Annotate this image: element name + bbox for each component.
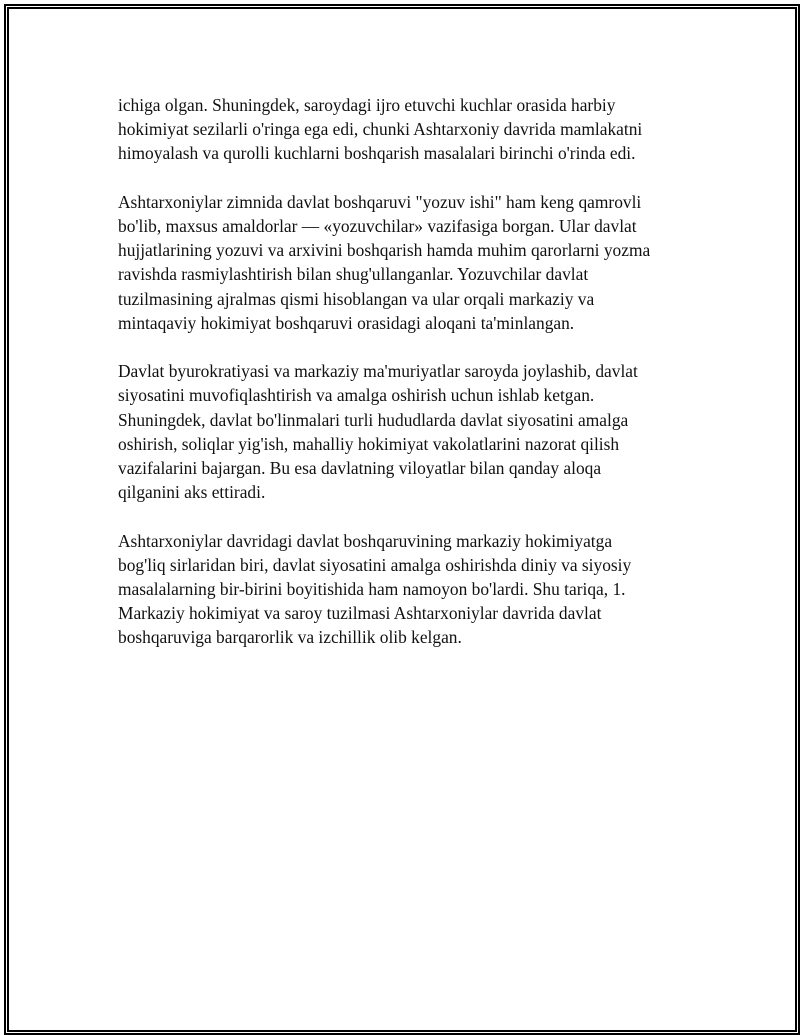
paragraph-3: Davlat byurokratiyasi va markaziy ma'muriyatlar saroyda joylashib, davlat siyosatini muvofiqlashtirish va amalga oshirish uchun ishlab ketgan. Shuningdek, davlat bo'linmalari turli hududlarda davlat siyosatini amalga oshirish, soliqlar yig'ish, mahalliy hokimiyat vakolatlarini nazorat qilish vazifalarini bajargan. Bu esa davlatning viloyatlar bilan qanday aloqa qilganini aks ettiradi. bbox=[118, 361, 638, 503]
paragraph-2: Ashtarxoniylar zimnida davlat boshqaruvi "yozuv ishi" ham keng qamrovli bo'lib, maxsus amaldorlar — «yozuvchilar» vazifasiga borgan. Ular davlat hujjatlarining yozuvi va arxivini boshqarish hamda muhim qarorlarni yozma ravishda rasmiylashtirish bilan shug'ullanganlar. Yozuvchilar davlat tuzilmasining ajralmas qismi hisoblangan va ular orqali markaziy va mintaqaviy hokimiyat boshqaruvi orasidagi aloqani ta'minlangan. bbox=[118, 191, 651, 333]
paragraph-4: Ashtarxoniylar davridagi davlat boshqaruvining markaziy hokimiyatga bog'liq sirlaridan biri, davlat siyosatini amalga oshirishda diniy va siyosiy masalalarning bir-birini boyitishida ham namoyon bo'lardi. Shu tariqa, 1. Markaziy hokimiyat va saroy tuzilmasi Ashtarxoniylar davrida davlat boshqaruviga barqarorlik va izchillik olib kelgan. bbox=[118, 530, 632, 648]
document-body bbox=[118, 93, 708, 674]
paragraph-1: ichiga olgan. Shuningdek, saroydagi ijro etuvchi kuchlar orasida harbiy hokimiyat sezilarli o'ringa ega edi, chunki Ashtarxoniy davrida mamlakatni himoyalash va qurolli kuchlarni boshqarish masalalari birinchi o'rinda edi. bbox=[118, 95, 643, 164]
